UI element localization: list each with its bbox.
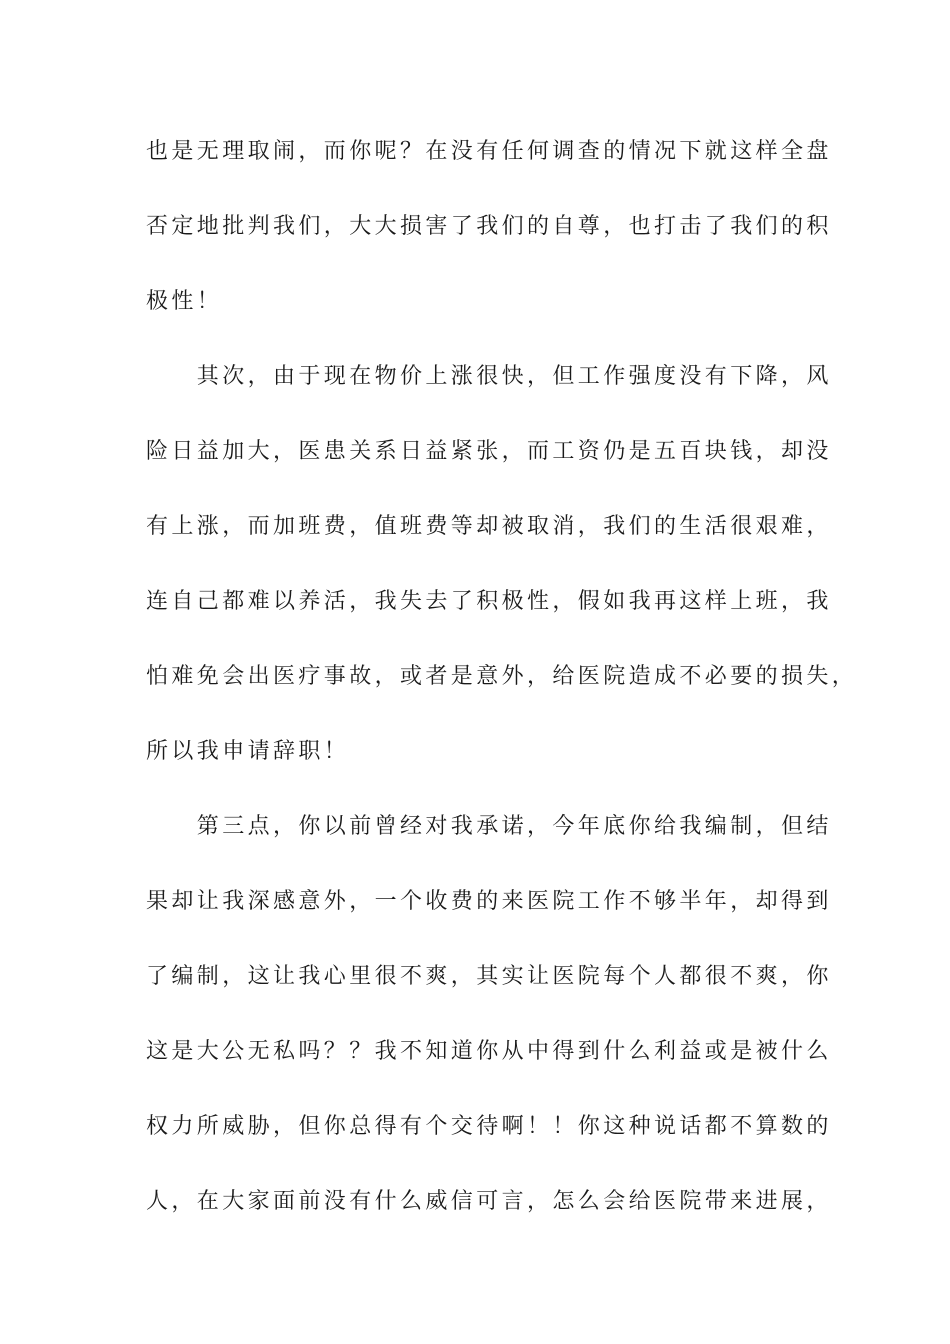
body-text — [146, 132, 858, 1257]
text-line: 怕难免会出医疗事故，或者是意外，给医院造成不必要的损失， — [146, 664, 858, 689]
text-line: 其次，由于现在物价上涨很快，但工作强度没有下降，风 — [146, 364, 832, 389]
text-line: 所以我申请辞职！ — [146, 739, 350, 764]
text-line: 了编制，这让我心里很不爽，其实让医院每个人都很不爽，你 — [146, 964, 832, 989]
text-line: 这是大公无私吗？？我不知道你从中得到什么利益或是被什么 — [146, 1039, 832, 1064]
text-line: 有上涨，而加班费，值班费等却被取消，我们的生活很艰难， — [146, 514, 832, 539]
text-line: 连自己都难以养活，我失去了积极性，假如我再这样上班，我 — [146, 589, 832, 614]
text-line: 险日益加大，医患关系日益紧张，而工资仍是五百块钱，却没 — [146, 439, 832, 464]
text-line: 权力所威胁，但你总得有个交待啊！！你这种说话都不算数的 — [146, 1114, 832, 1139]
text-line: 也是无理取闹，而你呢？在没有任何调查的情况下就这样全盘 — [146, 139, 832, 164]
text-line: 否定地批判我们，大大损害了我们的自尊，也打击了我们的积 — [146, 214, 832, 239]
text-line: 第三点，你以前曾经对我承诺，今年底你给我编制，但结 — [146, 814, 832, 839]
text-line: 人，在大家面前没有什么威信可言，怎么会给医院带来进展， — [146, 1189, 832, 1214]
text-line: 果却让我深感意外，一个收费的来医院工作不够半年，却得到 — [146, 889, 832, 914]
text-line: 极性！ — [146, 289, 223, 314]
